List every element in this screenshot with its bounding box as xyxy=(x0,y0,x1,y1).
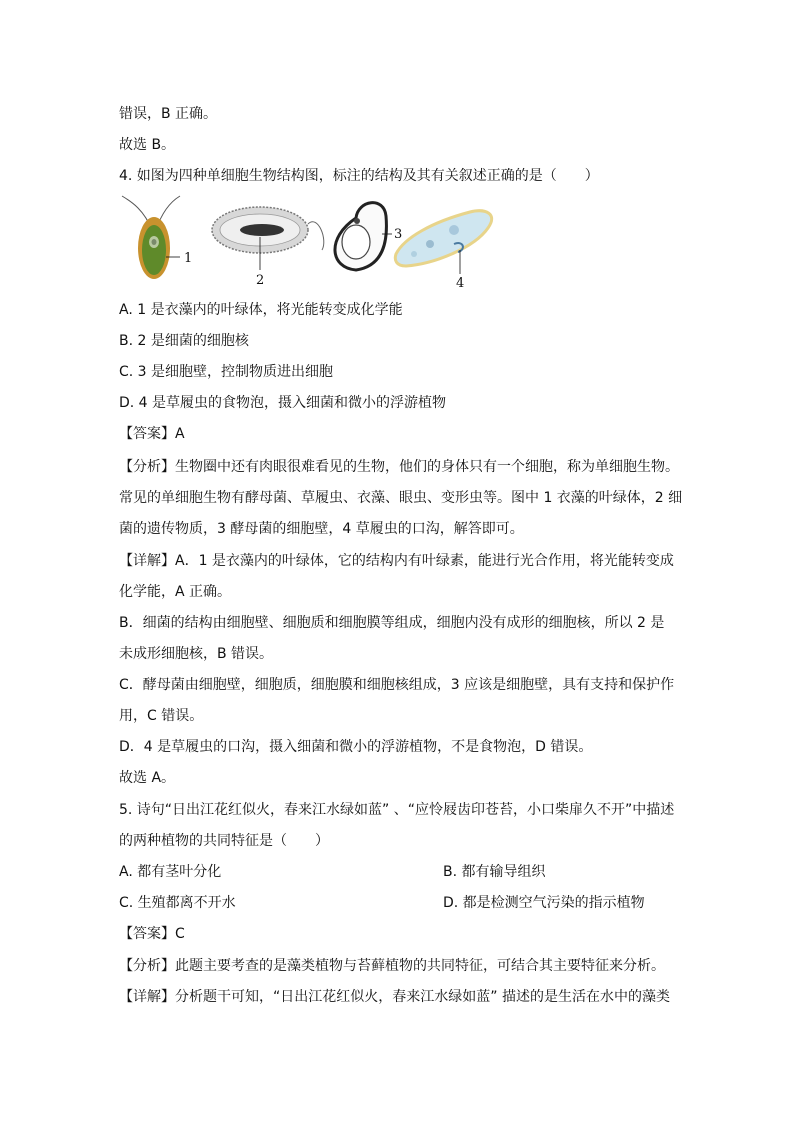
chlamydomonas-illustration xyxy=(122,196,192,279)
analysis-text: 菌的遗传物质，3 酵母菌的细胞壁，4 草履虫的口沟，解答即可。 xyxy=(119,521,524,537)
option-a: A. 1 是衣藻内的叶绿体，将光能转变成化学能 xyxy=(119,302,403,318)
figure-label-4: 4 xyxy=(456,276,465,290)
option-b: B. 都有输导组织 xyxy=(443,864,546,880)
figure-label-3: 3 xyxy=(394,227,403,242)
detail-text: 故选 A。 xyxy=(119,770,176,786)
detail-text: C．酵母菌由细胞壁，细胞质，细胞膜和细胞核组成，3 应该是细胞壁，具有支持和保护作 xyxy=(119,677,675,693)
analysis-text: 【分析】生物圈中还有肉眼很难看见的生物，他们的身体只有一个细胞，称为单细胞生物。 xyxy=(119,459,679,475)
option-c: C. 生殖都离不开水 xyxy=(119,895,236,911)
option-c: C. 3 是细胞壁，控制物质进出细胞 xyxy=(119,364,334,380)
paramecium-illustration xyxy=(395,211,491,290)
detail-text: 化学能，A 正确。 xyxy=(119,584,232,600)
option-b: B. 2 是细菌的细胞核 xyxy=(119,333,249,349)
option-a: A. 都有茎叶分化 xyxy=(119,864,222,880)
question-4-stem: 4. 如图为四种单细胞生物结构图，标注的结构及其有关叙述正确的是（ ） xyxy=(119,168,599,184)
question-5-stem: 的两种植物的共同特征是（ ） xyxy=(119,833,329,849)
detail-text: 【详解】分析题干可知，“日出江花红似火，春来江水绿如蓝” 描述的是生活在水中的藻类 xyxy=(119,989,670,1005)
answer-label: 【答案】A xyxy=(119,426,185,442)
option-d: D. 都是检测空气污染的指示植物 xyxy=(443,895,645,911)
option-d: D. 4 是草履虫的食物泡，摄入细菌和微小的浮游植物 xyxy=(119,395,447,411)
figure-label-1: 1 xyxy=(184,251,193,266)
figure-label-2: 2 xyxy=(256,273,265,288)
detail-text: 用，C 错误。 xyxy=(119,708,204,724)
detail-text: B．细菌的结构由细胞壁、细胞质和细胞膜等组成，细胞内没有成形的细胞核，所以 2 是 xyxy=(119,615,665,631)
detail-text: 未成形细胞核，B 错误。 xyxy=(119,646,274,662)
answer-label: 【答案】C xyxy=(119,926,185,942)
text-line: 故选 B。 xyxy=(119,137,176,153)
question-5-stem: 5. 诗句“日出江花红似火，春来江水绿如蓝” 、“应怜屐齿印苍苔，小口柴扉久不开”中描述 xyxy=(119,802,675,818)
text-line: 错误，B 正确。 xyxy=(119,106,218,122)
cell-organisms-figure xyxy=(114,190,494,290)
detail-text: 【详解】A．1 是衣藻内的叶绿体，它的结构内有叶绿素，能进行光合作用，将光能转变成 xyxy=(119,553,674,569)
analysis-text: 【分析】此题主要考查的是藻类植物与苔藓植物的共同特征，可结合其主要特征来分析。 xyxy=(119,958,665,974)
yeast-illustration xyxy=(335,203,402,270)
detail-text: D．4 是草履虫的口沟，摄入细菌和微小的浮游植物，不是食物泡，D 错误。 xyxy=(119,739,593,755)
bacterium-illustration xyxy=(212,207,324,288)
analysis-text: 常见的单细胞生物有酵母菌、草履虫、衣藻、眼虫、变形虫等。图中 1 衣藻的叶绿体，2 细 xyxy=(119,490,683,506)
